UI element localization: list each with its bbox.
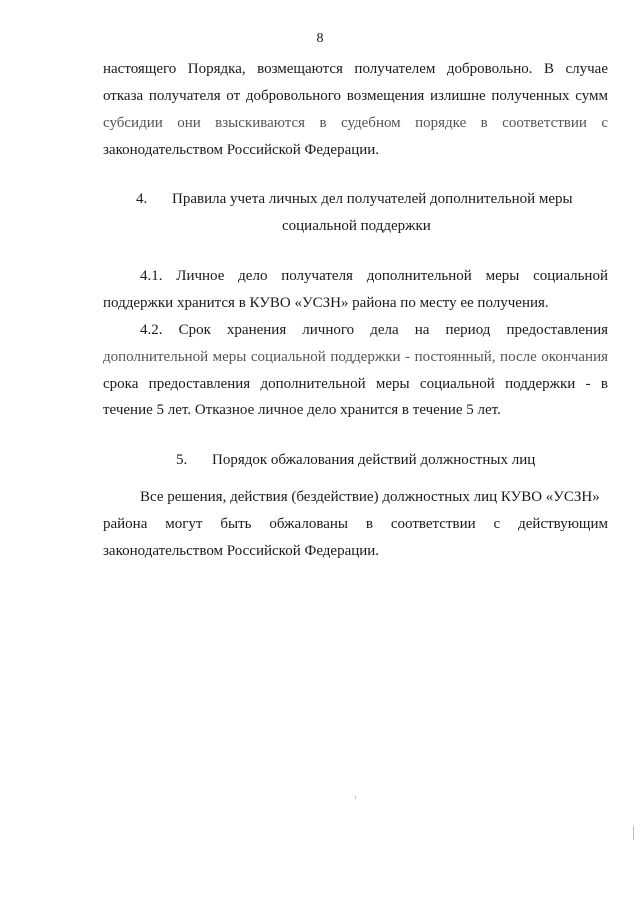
text-line: настоящего Порядка, возмещаются получателем добровольно. В случае <box>103 61 608 77</box>
section-title: Порядок обжалования действий должностных лиц <box>212 452 536 468</box>
text-line: района могут быть обжалованы в соответствии с действующим <box>103 516 608 532</box>
text-line: законодательством Российской Федерации. <box>103 543 380 559</box>
section-5-heading <box>176 451 535 469</box>
text-line: Все решения, действия (бездействие) должностных лиц КУВО «УСЗН» <box>140 489 600 505</box>
section-title-continuation: социальной поддержки <box>282 218 431 234</box>
text-line: законодательством Российской Федерации. <box>103 142 380 158</box>
scan-speck <box>633 826 634 840</box>
page-number: 8 <box>316 31 324 46</box>
section-number: 4. <box>136 191 148 207</box>
section-number: 5. <box>176 452 188 468</box>
text-line: 4.1. Личное дело получателя дополнительной меры социальной <box>140 268 608 284</box>
scan-speck <box>355 796 356 799</box>
text-line: срока предоставления дополнительной меры социальной поддержки - в <box>103 376 608 392</box>
text-line: отказа получателя от добровольного возмещения излишне полученных сумм <box>103 88 608 104</box>
text-line: поддержки хранится в КУВО «УСЗН» района по месту ее получения. <box>103 295 549 311</box>
text-line: дополнительной меры социальной поддержки - постоянный, после окончания <box>103 349 608 365</box>
text-line: субсидии они взыскиваются в судебном порядке в соответствии с <box>103 115 608 131</box>
text-line: течение 5 лет. Отказное личное дело хранится в течение 5 лет. <box>103 402 501 418</box>
section-title: Правила учета личных дел получателей дополнительной меры <box>172 191 573 207</box>
text-line: 4.2. Срок хранения личного дела на период предоставления <box>140 322 608 338</box>
